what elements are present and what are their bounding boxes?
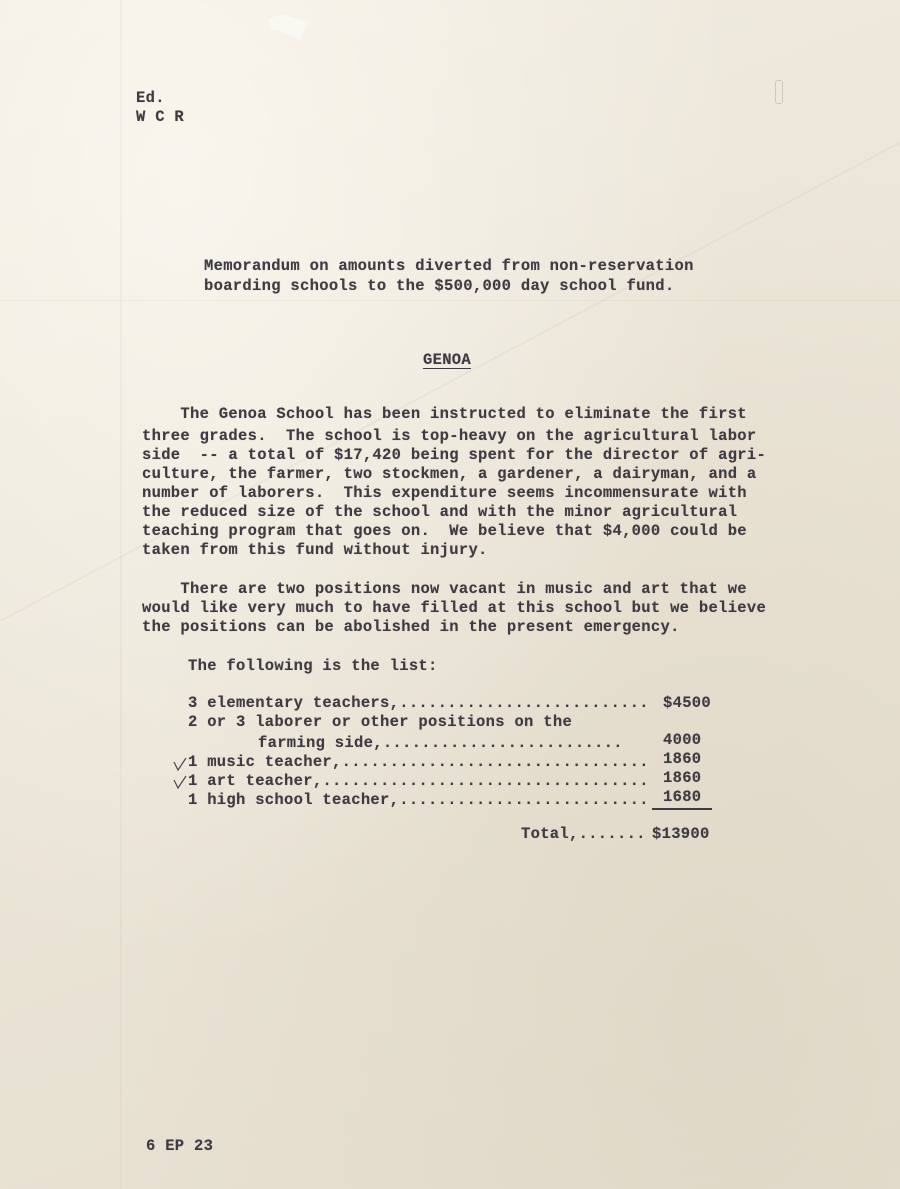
paragraph-1-line: taken from this fund without injury. <box>142 541 488 559</box>
paragraph-1-line: the reduced size of the school and with the minor agricultural <box>142 503 738 521</box>
initials-line-1: Ed. <box>136 89 165 107</box>
total-amount: $13900 <box>652 825 710 843</box>
list-item-amount: 4000 <box>663 731 702 749</box>
list-item-amount: $4500 <box>663 694 712 712</box>
paper-crease <box>120 0 122 1189</box>
list-item-label: 1 art teacher,.................................. <box>188 772 649 790</box>
paragraph-1-line: three grades. The school is top-heavy on the agricultural labor <box>142 427 757 445</box>
total-underline <box>652 808 712 810</box>
checkmark-icon <box>172 756 188 772</box>
list-item-label: farming side,......................... <box>258 734 623 752</box>
memo-title-line-1: Memorandum on amounts diverted from non-reservation <box>204 257 694 275</box>
checkmark-icon <box>172 774 188 790</box>
section-heading: GENOA <box>423 351 472 369</box>
paragraph-2-line: the positions can be abolished in the present emergency. <box>142 618 680 636</box>
list-item-label: 2 or 3 laborer or other positions on the <box>188 713 573 731</box>
paragraph-1-line: number of laborers. This expenditure seems incommensurate with <box>142 484 747 502</box>
paragraph-2-line: would like very much to have filled at this school but we believe <box>142 599 767 617</box>
list-item-label: 1 high school teacher,.......................... <box>188 791 649 809</box>
initials-line-2: W C R <box>136 108 185 126</box>
list-item-amount: 1860 <box>663 769 702 787</box>
memo-title-line-2: boarding schools to the $500,000 day school fund. <box>204 277 675 295</box>
paragraph-1-line: teaching program that goes on. We believe that $4,000 could be <box>142 522 747 540</box>
staple-mark <box>775 80 783 104</box>
date-stamp: 6 EP 23 <box>146 1137 214 1155</box>
list-item-label: 1 music teacher,................................ <box>188 753 649 771</box>
total-label: Total,....... <box>521 825 646 843</box>
list-item-amount: 1680 <box>663 788 702 806</box>
list-intro: The following is the list: <box>188 657 438 675</box>
paragraph-1-line: culture, the farmer, two stockmen, a gardener, a dairyman, and a <box>142 465 757 483</box>
list-item-label: 3 elementary teachers,.......................... <box>188 694 649 712</box>
paper-tear <box>268 14 308 40</box>
list-item-amount: 1860 <box>663 750 702 768</box>
paragraph-2-line: There are two positions now vacant in music and art that we <box>142 580 747 598</box>
paragraph-1-line: side -- a total of $17,420 being spent for the director of agri- <box>142 446 767 464</box>
paper-crease <box>0 300 900 301</box>
paragraph-1-line: The Genoa School has been instructed to eliminate the first <box>142 405 747 423</box>
